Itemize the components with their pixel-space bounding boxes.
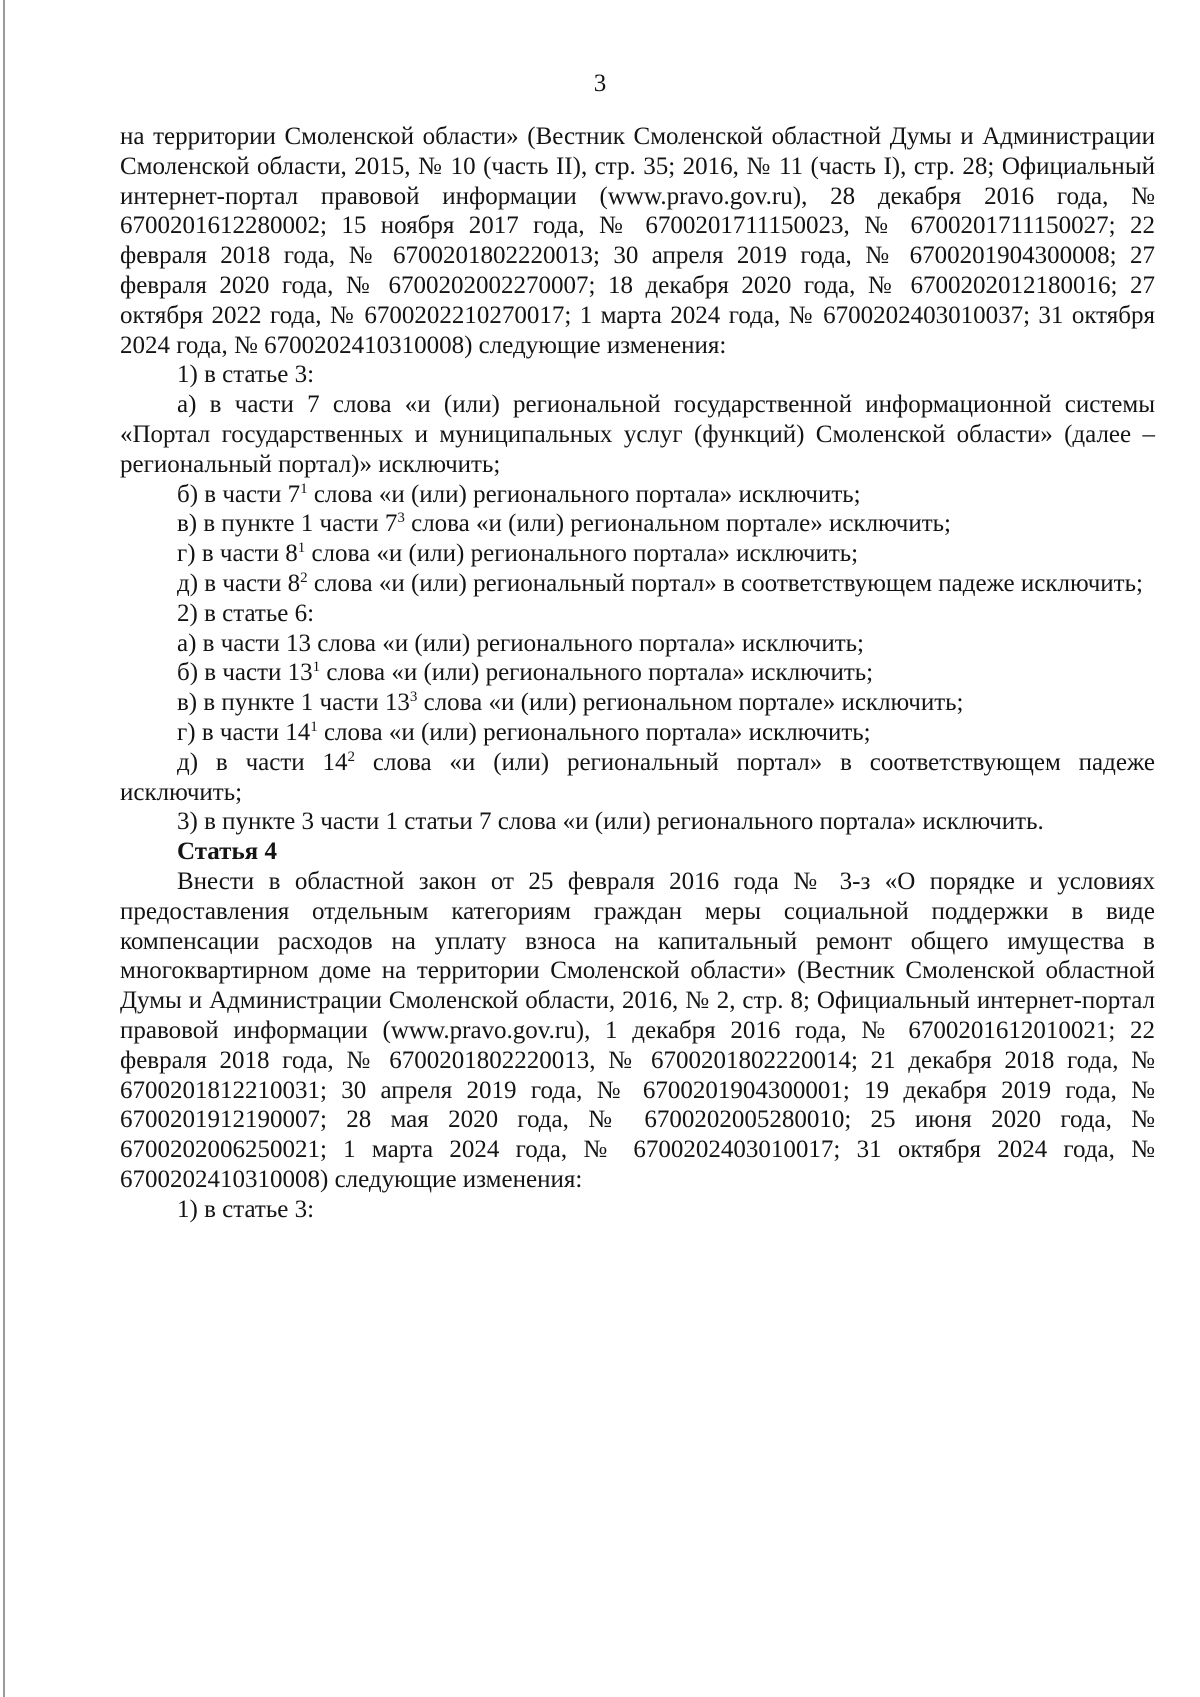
article-4-heading: Статья 4	[177, 838, 277, 866]
list-item-1c-text: в) в пункте 1 части 7	[177, 510, 398, 538]
superscript: 3	[409, 689, 418, 706]
superscript: 3	[397, 510, 405, 527]
list-item-1d-text: г) в части 8	[177, 540, 298, 568]
superscript: 2	[347, 748, 356, 765]
list-item-2d-text: г) в части 14	[177, 718, 311, 746]
list-item-3: 3) в пункте 3 части 1 статьи 7 слова «и (или) регионального портала» исключить.	[177, 808, 1044, 836]
list-item-1e	[120, 569, 1155, 599]
superscript: 1	[310, 718, 318, 735]
list-item-2c-text: в) в пункте 1 части 13	[177, 689, 410, 717]
list-item-1e-text: д) в части 8	[177, 569, 301, 597]
list-item-1b	[120, 480, 1155, 510]
article-4-item-1: 1) в статье 3:	[177, 1195, 315, 1223]
list-item-1d-tail: слова «и (или) регионального портала» исключить;	[305, 540, 859, 568]
list-item-1b-tail: слова «и (или) регионального портала» исключить;	[307, 480, 861, 508]
list-item-2: 2) в статье 6:	[177, 599, 315, 627]
list-item-2e-tail: слова «и (или) региональный портал» в соответствующем падеже исключить;	[120, 748, 1155, 806]
list-item-2b	[120, 658, 1155, 688]
list-item-1c-tail: слова «и (или) региональном портале» исключить;	[404, 510, 952, 538]
intro-paragraph: на территории Смоленской области» (Вестник Смоленской областной Думы и Администрации Смоленской области, 2015, № 10 (часть II), стр. 35; 2016, № 11 (часть I), стр. 28; Официальный интернет-портал правовой информации (www.pravo.gov.ru), 28 декабря 2016 года, № 6700201612280002; 15 ноября 2017 года, № 6700201711150023, № 6700201711150027; 22 февраля 2018 года, № 6700201802220013; 30 апреля 2019 года, № 6700201904300008; 27 февраля 2020 года, № 6700202002270007; 18 декабря 2020 года, № 6700202012180016; 27 октября 2022 года, № 6700202210270017; 1 марта 2024 года, № 6700202403010037; 31 октября 2024 года, № 6700202410310008) следующие изменения:	[120, 123, 1155, 359]
superscript: 1	[312, 659, 321, 676]
list-item-1e-tail: слова «и (или) региональный портал» в соответствующем падеже исключить;	[307, 569, 1143, 597]
list-item-2e	[120, 748, 1155, 808]
list-item-1d	[120, 539, 1155, 569]
list-item-2b-tail: слова «и (или) регионального портала» исключить;	[320, 659, 874, 687]
page-number: 3	[593, 70, 607, 97]
list-item-2d	[120, 718, 1155, 748]
list-item-1b-text: б) в части 7	[177, 480, 301, 508]
list-item-2c-tail: слова «и (или) региональном портале» исключить;	[417, 689, 964, 717]
scan-edge-rule	[3, 0, 5, 1697]
list-item-2c	[120, 688, 1155, 718]
list-item-1: 1) в статье 3:	[177, 361, 315, 389]
superscript: 1	[300, 480, 308, 497]
list-item-2e-text: д) в части 14	[177, 748, 348, 776]
list-item-2d-tail: слова «и (или) регионального портала» исключить;	[317, 718, 871, 746]
list-item-2b-text: б) в части 13	[177, 659, 313, 687]
article-4-body: Внести в областной закон от 25 февраля 2016 года № 3-з «О порядке и условиях предоставления отдельным категориям граждан меры социальной поддержки в виде компенсации расходов на уплату взноса на капитальный ремонт общего имущества в многоквартирном доме на территории Смоленской области» (Вестник Смоленской областной Думы и Администрации Смоленской области, 2016, № 2, стр. 8; Официальный интернет-портал правовой информации (www.pravo.gov.ru), 1 декабря 2016 года, № 6700201612010021; 22 февраля 2018 года, № 6700201802220013, № 6700201802220014; 21 декабря 2018 года, № 6700201812210031; 30 апреля 2019 года, № 6700201904300001; 19 декабря 2019 года, № 6700201912190007; 28 мая 2020 года, № 6700202005280010; 25 июня 2020 года, № 6700202006250021; 1 марта 2024 года, № 6700202403010017; 31 октября 2024 года, № 6700202410310008) следующие изменения:	[120, 867, 1155, 1193]
list-item-1a: а) в части 7 слова «и (или) региональной государственной информационной системы «Портал государственных и муниципальных услуг (функций) Смоленской области» (далее – региональный портал)» исключить;	[120, 391, 1155, 478]
superscript: 2	[300, 569, 308, 586]
list-item-1c	[120, 509, 1155, 539]
document-body	[120, 122, 1155, 1224]
superscript: 1	[297, 540, 306, 557]
list-item-2a: а) в части 13 слова «и (или) регионального портала» исключить;	[177, 629, 864, 657]
